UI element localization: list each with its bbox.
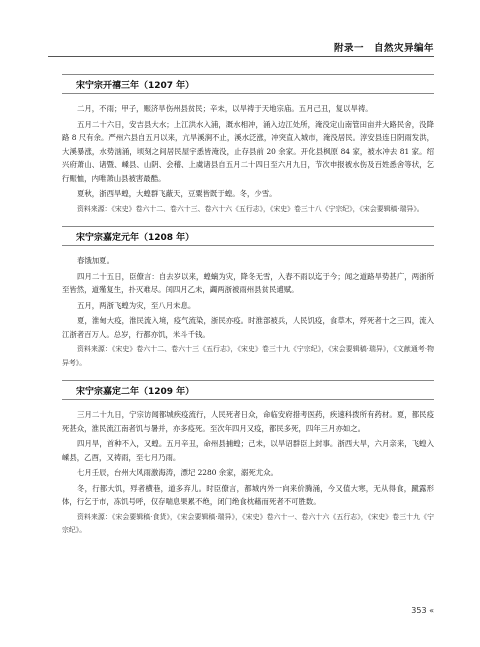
section-title-text: 宋宁宗嘉定二年（1209 年） bbox=[76, 386, 195, 397]
source-note: 资料来源：《宋史》卷六十二、卷六十三《五行志》，《宋史》卷三十九《宁宗纪》，《宋会要辑稿·瑞异》，《文献通考·物异考》。 bbox=[62, 345, 434, 367]
paragraph: 冬，行都大饥，殍者横巷，道多弃儿。时臣僚言，都城内外一向来价腾涌，今又值大寒，无从得食，蹴露形体，行乞于市，冻饥号呼，仅存喘息果累不绝，闭门绝食枕藉而死者不可胜数。 bbox=[62, 483, 434, 506]
paragraph: 五月，两浙飞蝗为灾，至八月未息。 bbox=[77, 300, 196, 310]
section-title-1209 bbox=[62, 380, 434, 400]
section-title-1207 bbox=[62, 74, 434, 94]
running-header-title: 附录一 自然灾异编年 bbox=[333, 43, 434, 54]
paragraph: 四月旱，首种不入，又蝗。五月辛丑，命州县捕蝗；己未，以旱诏群臣上封事。浙西大旱，六月亲来，飞蝗入嵊县，乙酉，又祷雨，至七月乃雨。 bbox=[62, 439, 434, 462]
paragraph: 二月，不雨；甲子，赈济旱伤州县贫民；辛未，以旱祷于天地宗庙。五月己丑，复以旱祷。 bbox=[77, 104, 373, 113]
paragraph: 春饿加夏。 bbox=[77, 256, 114, 265]
section-title-1208 bbox=[62, 226, 434, 246]
paragraph: 三月二十九日，宁宗访闻都城疾疫流行，人民死者日众，命临安府措考医药，疾速科拨所有药材。夏，都民疫死甚众，淮民流江南者饥与暑并，亦多疫死。至次年四月又疫，都民多死，四年三月亦如之。 bbox=[62, 410, 434, 433]
header-rule bbox=[48, 56, 434, 57]
paragraph: 四月二十五日，臣僚言：自去岁以来，蝗螭为灾，降冬无雪，入春不雨以迄于今；闻之道路旱势甚广，两浙所至皆然，道殣复生，扑灭难尽。闰四月乙未，蠲两浙被雨州县贫民逋赋。 bbox=[62, 271, 434, 294]
section-title-text: 宋宁宗嘉定元年（1208 年） bbox=[76, 232, 195, 243]
paragraph: 夏，淮甸大疫，淮民流入境，疫气流染，浙民亦疫。时淮部被兵，人民饥疫，食草木，殍死者十之三四，流入江浙者百万人。总岁，行都亦饥，米斗千钱。 bbox=[62, 316, 434, 339]
source-note: 资料来源：《宋会要辑稿·食货》，《宋会要辑稿·瑞异》，《宋史》卷六十一、卷六十六《五行志》，《宋史》卷三十九《宁宗纪》。 bbox=[62, 512, 434, 534]
paragraph: 五月二十六日，安吉县大水；上江洪水入浦，溉水相冲，涌入边江处所，淹没定山南管田亩并大路民舍，没降路 8 尺有余。严州六县自五月以来，亢旱溪涧不止，溪水泛涨，冲突直入城市，淹没居民。淳安县连日阴雨发洪，大溪暴涨，水势汹涌，顷刻之间居民屋宇悉皆淹没，止存县前 20 余家。开化县枫原 84 家，被水冲去 81 家。绍兴府萧山、诸暨、嵊县、山阴、会稽、上虞诸县自五月二十四日至六月九日，节次申报被水伤及百姓悉舍等状，乞行赈恤，内唯萧山县被害最酷。 bbox=[62, 119, 434, 183]
source-note: 资料来源：《宋史》卷六十二、卷六十三、卷六十六《五行志》，《宋史》卷三十八《宁宗纪》，《宋会要辑稿·瑞异》。 bbox=[77, 204, 424, 213]
page-body bbox=[62, 64, 434, 540]
section-title-text: 宋宁宗开禧三年（1207 年） bbox=[76, 80, 195, 91]
paragraph: 七月壬辰，台州大风雨激海涛，漂圮 2280 余家，溺死尤众。 bbox=[77, 468, 278, 477]
page-number: 353 « bbox=[411, 606, 434, 615]
paragraph: 夏秋，浙西旱蝗，大蝗群飞蔽天，豆粟皆既于蝗。冬，少雪。 bbox=[77, 189, 277, 198]
